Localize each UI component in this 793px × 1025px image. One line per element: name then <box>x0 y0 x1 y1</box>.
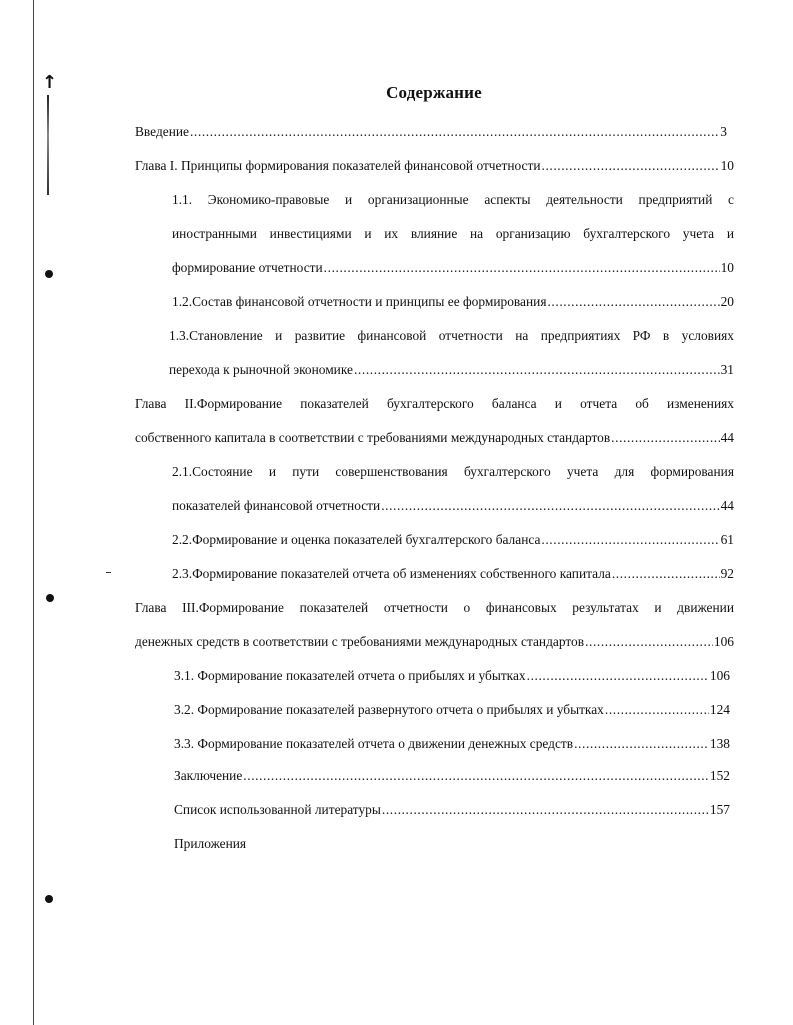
dot-leader <box>382 800 709 820</box>
toc-page-number: 10 <box>720 158 734 173</box>
dot-leader <box>381 496 719 516</box>
toc-entry-2-1[interactable] <box>172 496 734 516</box>
toc-entry-text: 1.2.Состав финансовой отчетности и принципы ее формирования <box>172 294 547 309</box>
toc-entry-text: перехода к рыночной экономике <box>169 362 353 377</box>
stray-dash-mark <box>106 572 111 573</box>
toc-entry-1-1[interactable] <box>172 258 734 278</box>
toc-entry-1-1-line-2[interactable]: иностранными инвестициями и их влияние на организацию бухгалтерского учета и <box>172 226 734 241</box>
toc-page-number: 31 <box>720 362 734 377</box>
toc-page-number: 152 <box>709 768 730 783</box>
page-title: Содержание <box>386 83 482 102</box>
toc-entry-chapter-1[interactable] <box>135 156 734 176</box>
toc-entry-chapter-3[interactable] <box>135 632 734 652</box>
toc-page-number: 106 <box>713 634 734 649</box>
dot-leader <box>547 292 719 312</box>
toc-entry-text: Введение <box>135 124 189 139</box>
punch-hole-icon <box>45 270 53 278</box>
dot-leader <box>605 700 709 720</box>
margin-stroke-mark <box>47 95 49 195</box>
toc-entry-text: Список использованной литературы <box>174 802 381 817</box>
toc-entry-3-2[interactable] <box>174 700 730 720</box>
toc-entry-conclusion[interactable] <box>174 766 730 786</box>
dot-leader <box>190 122 719 142</box>
dot-leader <box>611 428 719 448</box>
toc-entry-text: показателей финансовой отчетности <box>172 498 381 513</box>
toc-entry-text: 2.3.Формирование показателей отчета об изменениях собственного капитала <box>172 566 611 581</box>
toc-entry-text: собственного капитала в соответствии с требованиями международных стандартов <box>135 430 611 445</box>
dot-leader <box>542 156 720 176</box>
dot-leader <box>527 666 709 686</box>
dot-leader <box>354 360 720 380</box>
toc-page-number: 10 <box>720 260 734 275</box>
toc-page-number: 157 <box>709 802 730 817</box>
dot-leader <box>574 734 709 754</box>
toc-entry-2-2[interactable] <box>172 530 734 550</box>
toc-entry-chapter-2-line-1[interactable]: Глава II.Формирование показателей бухгалтерского баланса и отчета об изменениях <box>135 396 734 411</box>
punch-hole-icon <box>46 594 54 602</box>
toc-entry-1-3-line-1[interactable]: 1.3.Становление и развитие финансовой отчетности на предприятиях РФ в условиях <box>169 328 734 343</box>
toc-page-number: 44 <box>720 430 734 445</box>
toc-page-number: 20 <box>720 294 734 309</box>
toc-entry-intro[interactable] <box>135 122 727 142</box>
dot-leader <box>324 258 720 278</box>
up-arrow-mark-icon: ↑ <box>42 72 58 93</box>
punch-hole-icon <box>45 895 53 903</box>
binding-edge-line <box>33 0 34 1025</box>
toc-entry-text: 3.1. Формирование показателей отчета о прибылях и убытках <box>174 668 526 683</box>
dot-leader <box>585 632 713 652</box>
toc-entry-2-1-line-1[interactable]: 2.1.Состояние и пути совершенствования бухгалтерского учета для формирования <box>172 464 734 479</box>
toc-entry-appendix[interactable]: Приложения <box>174 836 247 851</box>
toc-entry-text: Заключение <box>174 768 243 783</box>
toc-page-number: 44 <box>720 498 734 513</box>
toc-page-number: 138 <box>709 736 730 751</box>
toc-entry-1-1-line-1[interactable]: 1.1. Экономико-правовые и организационные аспекты деятельности предприятий с <box>172 192 734 207</box>
dot-leader <box>612 564 720 584</box>
toc-entry-text: 3.3. Формирование показателей отчета о движении денежных средств <box>174 736 574 751</box>
toc-entry-2-3[interactable] <box>172 564 734 584</box>
toc-entry-1-3[interactable] <box>169 360 734 380</box>
toc-entry-bibliography[interactable] <box>174 800 730 820</box>
toc-entry-text: Глава I. Принципы формирования показателей финансовой отчетности <box>135 158 541 173</box>
toc-entry-text: формирование отчетности <box>172 260 323 275</box>
toc-entry-3-1[interactable] <box>174 666 730 686</box>
toc-page-number: 92 <box>720 566 734 581</box>
toc-entry-3-3[interactable] <box>174 734 730 754</box>
toc-page-number: 124 <box>709 702 730 717</box>
toc-entry-text: денежных средств в соответствии с требованиями международных стандартов <box>135 634 585 649</box>
toc-page-number: 3 <box>720 124 727 139</box>
toc-page-number: 106 <box>709 668 730 683</box>
toc-entry-text: 3.2. Формирование показателей развернутого отчета о прибылях и убытках <box>174 702 604 717</box>
dot-leader <box>243 766 709 786</box>
toc-entry-chapter-3-line-1[interactable]: Глава III.Формирование показателей отчетности о финансовых результатах и движении <box>135 600 734 615</box>
toc-entry-1-2[interactable] <box>172 292 734 312</box>
dot-leader <box>541 530 719 550</box>
toc-entry-text: 2.2.Формирование и оценка показателей бухгалтерского баланса <box>172 532 541 547</box>
toc-entry-chapter-2[interactable] <box>135 428 734 448</box>
toc-page-number: 61 <box>720 532 734 547</box>
